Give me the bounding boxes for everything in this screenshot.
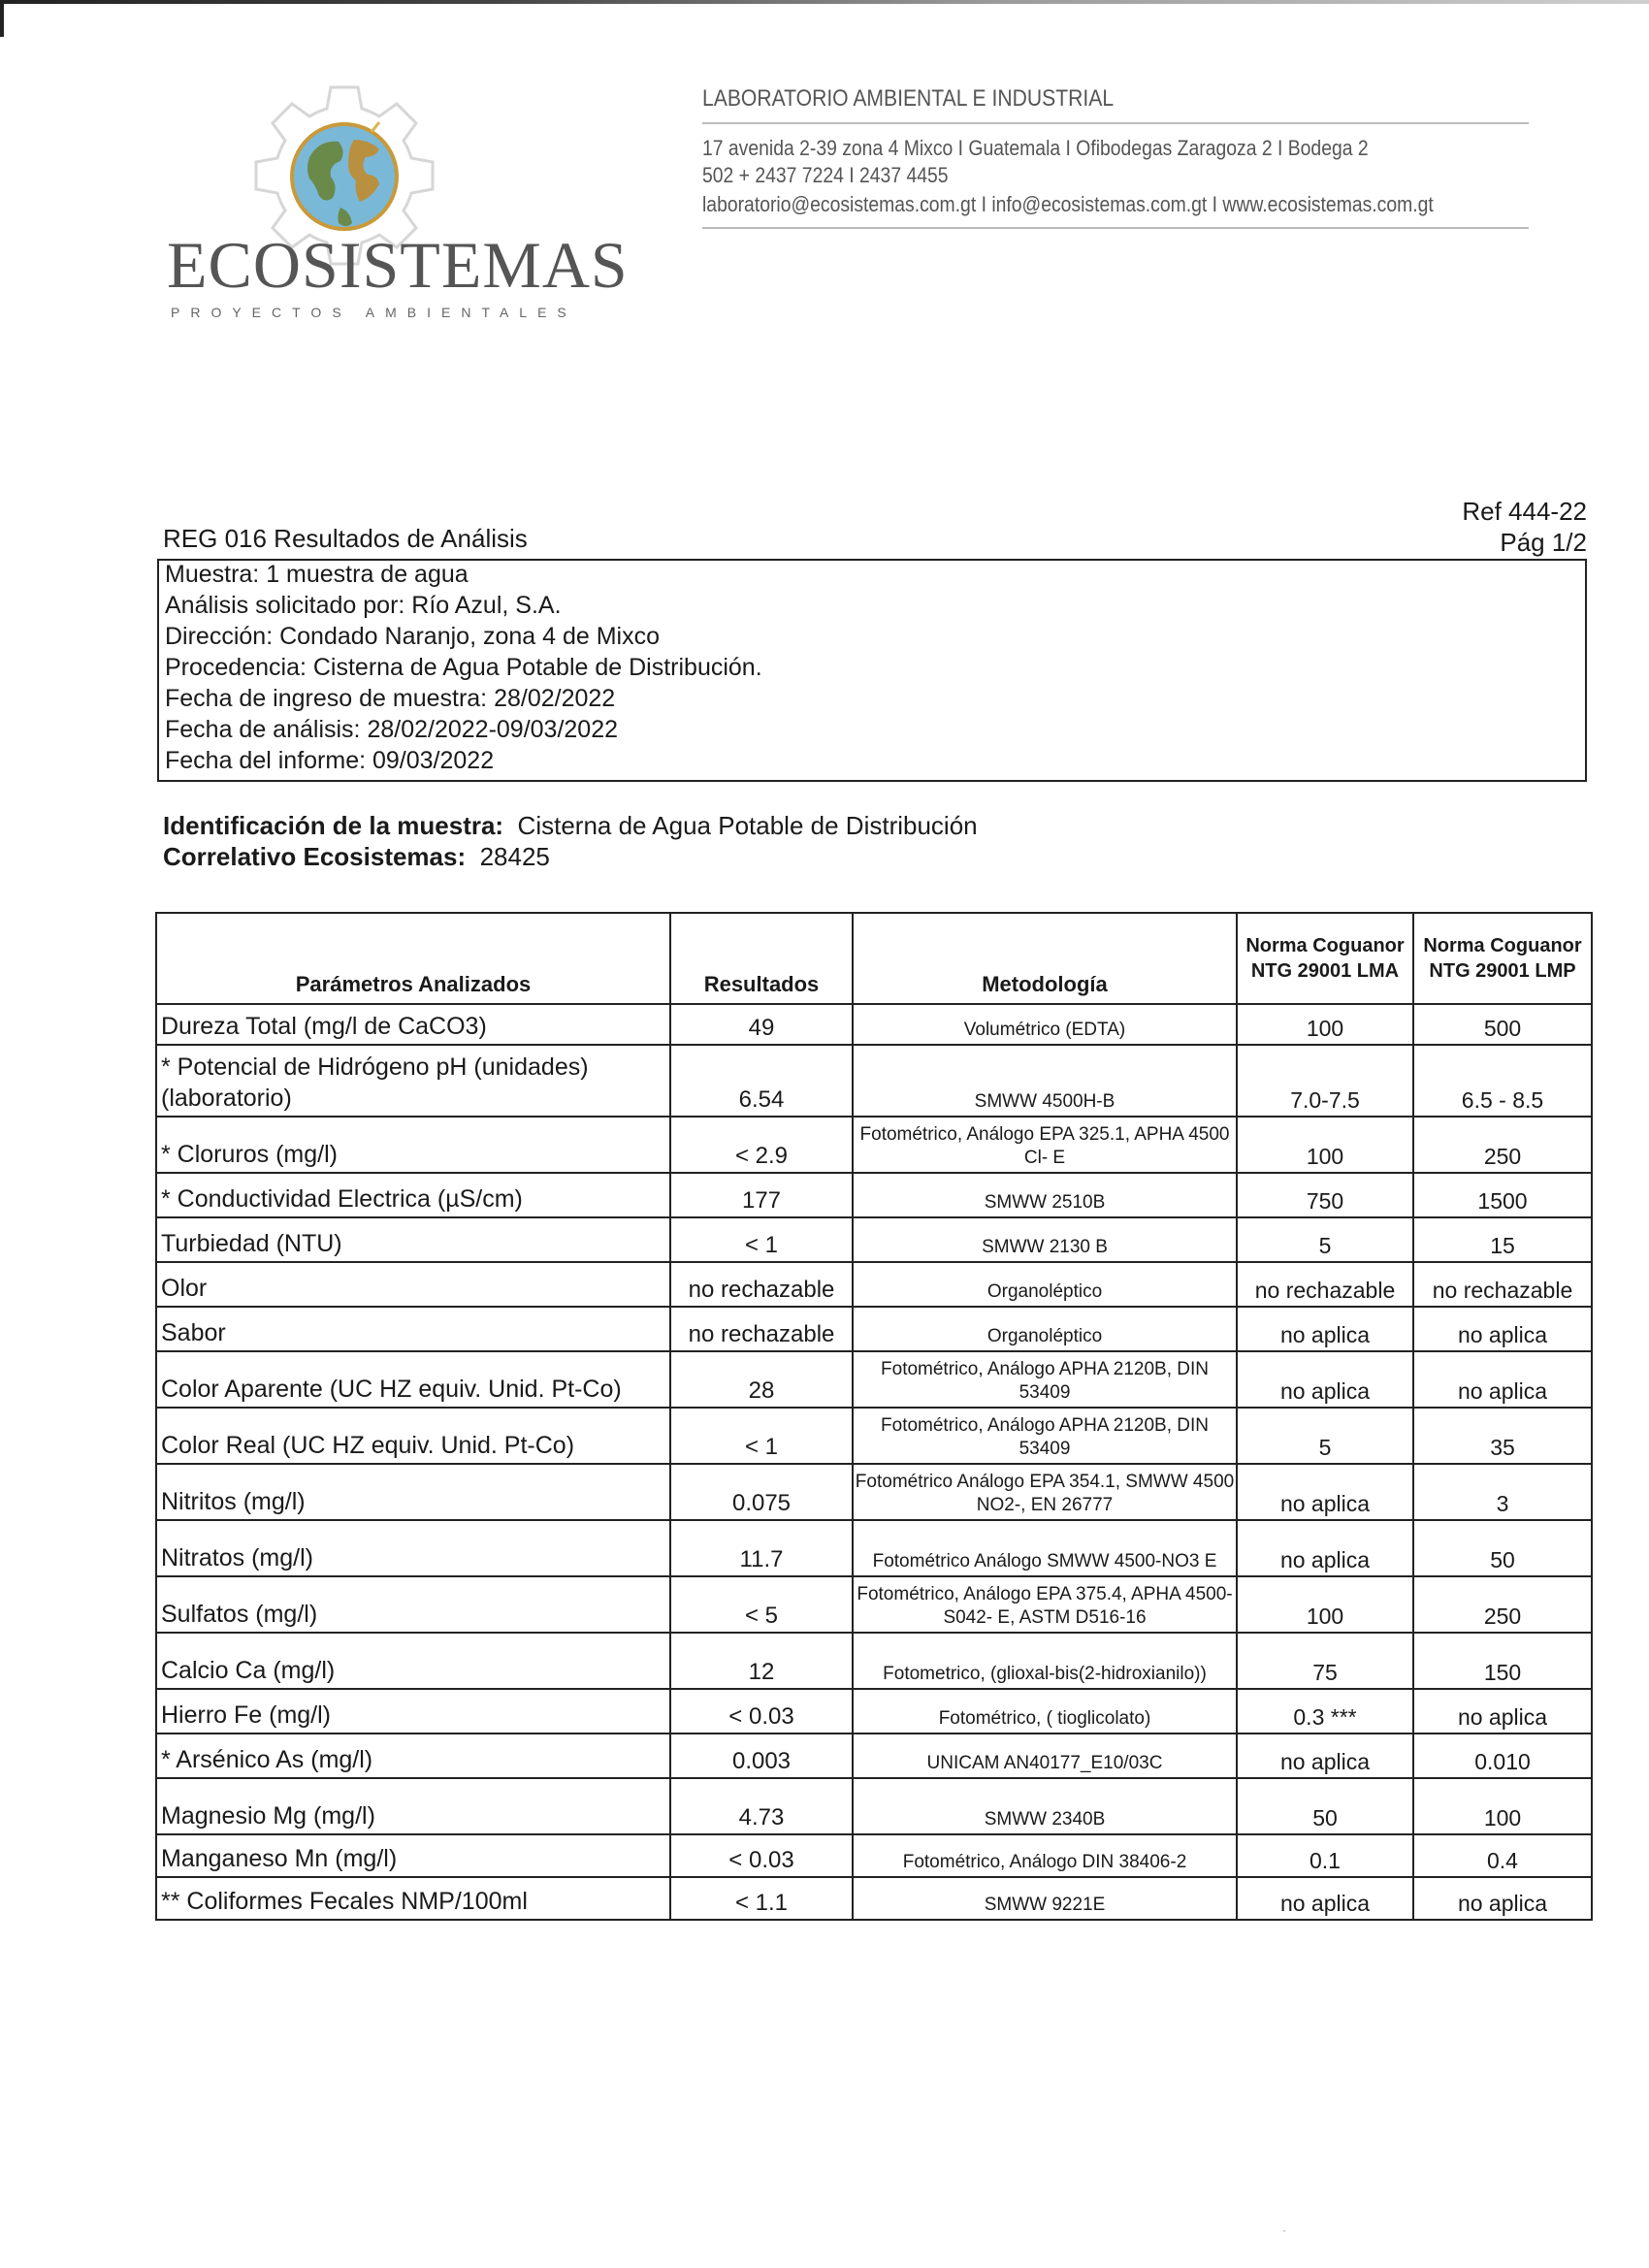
ident-label: Identificación de la muestra: [163, 811, 504, 840]
info-report-date: Fecha del informe: 09/03/2022 [165, 747, 495, 774]
result-cell: 28 [670, 1351, 853, 1408]
method-cell: Organoléptico [853, 1307, 1237, 1351]
lmp-cell: 3 [1413, 1464, 1592, 1520]
param-cell: Calcio Ca (mg/l) [156, 1633, 670, 1689]
table-row [156, 1217, 1592, 1262]
report-title: REG 016 Resultados de Análisis [163, 524, 528, 553]
lmp-cell: no rechazable [1413, 1262, 1592, 1307]
result-cell: 4.73 [670, 1778, 853, 1834]
param-cell: ** Coliformes Fecales NMP/100ml [156, 1877, 670, 1920]
lmp-cell: no aplica [1413, 1689, 1592, 1733]
result-cell: 0.003 [670, 1733, 853, 1778]
lmp-cell: 6.5 - 8.5 [1413, 1045, 1592, 1117]
param-cell: * Conductividad Electrica (µS/cm) [156, 1173, 670, 1217]
method-cell: Fotométrico, Análogo EPA 375.4, APHA 4500-S042- E, ASTM D516-16 [853, 1576, 1237, 1633]
lma-cell: 5 [1237, 1217, 1413, 1262]
table-row [156, 1117, 1592, 1173]
param-cell: Manganeso Mn (mg/l) [156, 1834, 670, 1877]
method-cell: Fotométrico Análogo EPA 354.1, SMWW 4500 NO2-, EN 26777 [853, 1464, 1237, 1520]
col-header-lmp: Norma Coguanor NTG 29001 LMP [1413, 913, 1592, 1004]
col-header-parameters: Parámetros Analizados [156, 913, 670, 1004]
result-cell: < 1 [670, 1217, 853, 1262]
table-row [156, 1351, 1592, 1408]
method-cell: Fotométrico, Análogo DIN 38406-2 [853, 1834, 1237, 1877]
param-cell: Nitritos (mg/l) [156, 1464, 670, 1520]
table-row [156, 1173, 1592, 1217]
table-row [156, 1689, 1592, 1733]
table-row [156, 1877, 1592, 1920]
lma-cell: 100 [1237, 1576, 1413, 1633]
result-cell: 11.7 [670, 1520, 853, 1576]
lma-cell: no aplica [1237, 1307, 1413, 1351]
lma-cell: no aplica [1237, 1733, 1413, 1778]
method-cell: SMWW 2130 B [853, 1217, 1237, 1262]
info-analysis-date: Fecha de análisis: 28/02/2022-09/03/2022 [165, 716, 619, 743]
param-cell: Nitratos (mg/l) [156, 1520, 670, 1576]
brand-name: ECOSISTEMAS [167, 228, 629, 302]
method-cell: UNICAM AN40177_E10/03C [853, 1733, 1237, 1778]
param-cell: Turbiedad (NTU) [156, 1217, 670, 1262]
lma-cell: 50 [1237, 1778, 1413, 1834]
method-cell: Fotometrico, (glioxal-bis(2-hidroxianilo)) [853, 1633, 1237, 1689]
param-cell: * Arsénico As (mg/l) [156, 1733, 670, 1778]
method-cell: Fotométrico Análogo SMWW 4500-NO3 E [853, 1520, 1237, 1576]
scan-left-mark [0, 0, 4, 37]
method-cell: SMWW 4500H-B [853, 1045, 1237, 1117]
table-row [156, 1045, 1592, 1117]
lma-cell: no aplica [1237, 1351, 1413, 1408]
param-cell: Hierro Fe (mg/l) [156, 1689, 670, 1733]
method-cell: Fotométrico, Análogo EPA 325.1, APHA 4500 Cl- E [853, 1117, 1237, 1173]
col-header-lma: Norma Coguanor NTG 29001 LMA [1237, 913, 1413, 1004]
table-header-row [156, 913, 1592, 1004]
company-logo [155, 80, 629, 332]
sample-identification [163, 811, 978, 841]
param-cell: Color Aparente (UC HZ equiv. Unid. Pt-Co) [156, 1351, 670, 1408]
lab-address: 17 avenida 2-39 zona 4 Mixco I Guatemala I Ofibodegas Zaragoza 2 I Bodega 2 [702, 136, 1369, 160]
lmp-cell: 50 [1413, 1520, 1592, 1576]
table-row [156, 1307, 1592, 1351]
lmp-cell: 150 [1413, 1633, 1592, 1689]
info-origin: Procedencia: Cisterna de Agua Potable de Distribución. [165, 654, 762, 681]
lma-cell: no aplica [1237, 1520, 1413, 1576]
lmp-cell: no aplica [1413, 1877, 1592, 1920]
param-cell: Dureza Total (mg/l de CaCO3) [156, 1004, 670, 1045]
results-table-wrapper [155, 912, 1593, 1921]
method-cell: Fotométrico, Análogo APHA 2120B, DIN 53409 [853, 1351, 1237, 1408]
info-sample: Muestra: 1 muestra de agua [165, 561, 469, 588]
brand-tagline: PROYECTOS AMBIENTALES [171, 305, 577, 320]
lma-cell: 5 [1237, 1408, 1413, 1464]
method-cell: Fotométrico, Análogo APHA 2120B, DIN 53409 [853, 1408, 1237, 1464]
result-cell: 6.54 [670, 1045, 853, 1117]
lmp-cell: 250 [1413, 1576, 1592, 1633]
correlative [163, 842, 550, 872]
lma-cell: 0.3 *** [1237, 1689, 1413, 1733]
param-cell: Olor [156, 1262, 670, 1307]
reference-number: Ref 444-22 [1462, 497, 1587, 526]
header-divider [702, 122, 1529, 124]
lab-phone: 502 + 2437 7224 I 2437 4455 [702, 163, 949, 187]
col-header-method: Metodología [853, 913, 1237, 1004]
sample-info-box [157, 559, 1587, 782]
lmp-cell: 0.4 [1413, 1834, 1592, 1877]
correl-value: 28425 [479, 842, 550, 871]
result-cell: < 0.03 [670, 1689, 853, 1733]
lma-cell: 7.0-7.5 [1237, 1045, 1413, 1117]
correl-label: Correlativo Ecosistemas: [163, 842, 467, 871]
lma-cell: 750 [1237, 1173, 1413, 1217]
result-cell: 0.075 [670, 1464, 853, 1520]
lma-cell: no aplica [1237, 1877, 1413, 1920]
param-cell: Color Real (UC HZ equiv. Unid. Pt-Co) [156, 1408, 670, 1464]
lmp-cell: 100 [1413, 1778, 1592, 1834]
result-cell: 12 [670, 1633, 853, 1689]
table-row [156, 1778, 1592, 1834]
lmp-cell: 0.010 [1413, 1733, 1592, 1778]
param-cell: * Potencial de Hidrógeno pH (unidades) (laboratorio) [156, 1045, 670, 1117]
table-row [156, 1576, 1592, 1633]
table-row [156, 1834, 1592, 1877]
table-row [156, 1633, 1592, 1689]
info-address: Dirección: Condado Naranjo, zona 4 de Mixco [165, 623, 660, 650]
page-number: Pág 1/2 [1500, 528, 1587, 557]
lma-cell: 75 [1237, 1633, 1413, 1689]
result-cell: no rechazable [670, 1262, 853, 1307]
result-cell: < 0.03 [670, 1834, 853, 1877]
method-cell: SMWW 2510B [853, 1173, 1237, 1217]
lab-title: LABORATORIO AMBIENTAL E INDUSTRIAL [702, 85, 1115, 112]
info-requested-by: Análisis solicitado por: Río Azul, S.A. [165, 592, 562, 619]
param-cell: Sulfatos (mg/l) [156, 1576, 670, 1633]
ident-value: Cisterna de Agua Potable de Distribución [517, 811, 978, 840]
table-row [156, 1733, 1592, 1778]
lma-cell: 100 [1237, 1117, 1413, 1173]
table-row [156, 1464, 1592, 1520]
lmp-cell: 500 [1413, 1004, 1592, 1045]
table-row [156, 1004, 1592, 1045]
param-cell: Magnesio Mg (mg/l) [156, 1778, 670, 1834]
result-cell: 177 [670, 1173, 853, 1217]
lma-cell: 100 [1237, 1004, 1413, 1045]
lab-contact: laboratorio@ecosistemas.com.gt I info@ecosistemas.com.gt I www.ecosistemas.com.gt [702, 192, 1434, 216]
scan-mark: · [1282, 2223, 1286, 2237]
lma-cell: 0.1 [1237, 1834, 1413, 1877]
param-cell: * Cloruros (mg/l) [156, 1117, 670, 1173]
lma-cell: no aplica [1237, 1464, 1413, 1520]
table-row [156, 1262, 1592, 1307]
method-cell: SMWW 2340B [853, 1778, 1237, 1834]
lmp-cell: no aplica [1413, 1307, 1592, 1351]
table-row [156, 1408, 1592, 1464]
method-cell: Volumétrico (EDTA) [853, 1004, 1237, 1045]
result-cell: < 5 [670, 1576, 853, 1633]
result-cell: 49 [670, 1004, 853, 1045]
col-header-results: Resultados [670, 913, 853, 1004]
result-cell: < 1 [670, 1408, 853, 1464]
lmp-cell: 35 [1413, 1408, 1592, 1464]
table-body [156, 1004, 1592, 1920]
table-row [156, 1520, 1592, 1576]
result-cell: < 2.9 [670, 1117, 853, 1173]
lmp-cell: 250 [1413, 1117, 1592, 1173]
scan-top-edge [0, 0, 1649, 4]
result-cell: no rechazable [670, 1307, 853, 1351]
results-table [155, 912, 1593, 1921]
result-cell: < 1.1 [670, 1877, 853, 1920]
info-intake-date: Fecha de ingreso de muestra: 28/02/2022 [165, 685, 616, 712]
param-cell: Sabor [156, 1307, 670, 1351]
lma-cell: no rechazable [1237, 1262, 1413, 1307]
method-cell: Organoléptico [853, 1262, 1237, 1307]
lmp-cell: no aplica [1413, 1351, 1592, 1408]
method-cell: Fotométrico, ( tioglicolato) [853, 1689, 1237, 1733]
method-cell: SMWW 9221E [853, 1877, 1237, 1920]
lmp-cell: 1500 [1413, 1173, 1592, 1217]
lmp-cell: 15 [1413, 1217, 1592, 1262]
header-divider-bottom [702, 227, 1529, 229]
